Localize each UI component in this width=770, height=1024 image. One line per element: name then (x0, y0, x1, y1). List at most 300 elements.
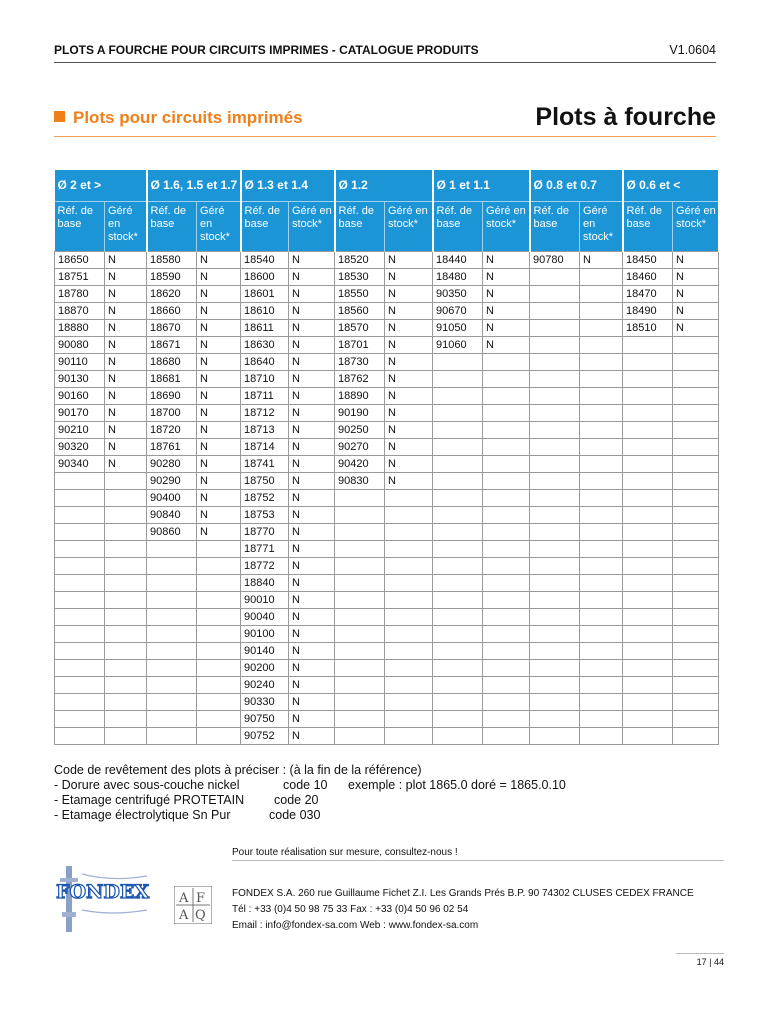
ref-cell (147, 677, 197, 694)
ref-cell (623, 456, 673, 473)
table-row (55, 575, 719, 592)
ref-cell (433, 507, 483, 524)
stock-cell: N (289, 490, 335, 507)
ref-cell: 18750 (241, 473, 289, 490)
stock-cell (105, 711, 147, 728)
stock-cell (197, 728, 241, 745)
ref-column-header: Réf. de base (241, 202, 289, 252)
ref-cell (530, 439, 580, 456)
ref-cell: 18840 (241, 575, 289, 592)
stock-cell: N (197, 252, 241, 269)
stock-column-header: Géré en stock* (289, 202, 335, 252)
ref-cell (147, 558, 197, 575)
stock-cell (483, 660, 530, 677)
ref-cell: 91050 (433, 320, 483, 337)
ref-cell (530, 473, 580, 490)
ref-cell (530, 456, 580, 473)
ref-cell (55, 575, 105, 592)
ref-cell: 18751 (55, 269, 105, 286)
stock-cell: N (385, 473, 433, 490)
ref-cell: 18711 (241, 388, 289, 405)
ref-cell: 90350 (433, 286, 483, 303)
ref-cell (335, 626, 385, 643)
stock-cell: N (289, 320, 335, 337)
stock-cell: N (197, 286, 241, 303)
stock-cell (673, 626, 719, 643)
stock-cell (483, 422, 530, 439)
stock-cell: N (289, 303, 335, 320)
ref-cell: 18752 (241, 490, 289, 507)
stock-cell (580, 422, 623, 439)
table-row (55, 592, 719, 609)
stock-cell (385, 490, 433, 507)
ref-cell: 90130 (55, 371, 105, 388)
ref-cell: 18700 (147, 405, 197, 422)
stock-cell (483, 694, 530, 711)
table-header (55, 170, 719, 252)
ref-cell: 18771 (241, 541, 289, 558)
table-row (55, 677, 719, 694)
stock-cell: N (385, 422, 433, 439)
stock-cell: N (385, 269, 433, 286)
stock-cell: N (105, 388, 147, 405)
version-label: V1.0604 (669, 43, 716, 57)
stock-cell: N (289, 575, 335, 592)
stock-cell (580, 541, 623, 558)
ref-cell (147, 609, 197, 626)
stock-cell: N (289, 473, 335, 490)
table-row (55, 473, 719, 490)
ref-cell: 90160 (55, 388, 105, 405)
ref-cell (335, 524, 385, 541)
stock-cell (385, 660, 433, 677)
ref-cell: 90860 (147, 524, 197, 541)
ref-cell: 18770 (241, 524, 289, 541)
stock-cell (385, 711, 433, 728)
stock-cell: N (483, 303, 530, 320)
stock-cell (105, 643, 147, 660)
stock-cell (673, 405, 719, 422)
ref-cell: 90400 (147, 490, 197, 507)
ref-cell: 18580 (147, 252, 197, 269)
ref-cell (530, 507, 580, 524)
stock-cell (483, 626, 530, 643)
ref-cell: 90340 (55, 456, 105, 473)
ref-cell (433, 422, 483, 439)
ref-cell: 18780 (55, 286, 105, 303)
ref-cell (433, 524, 483, 541)
coating-example: exemple : plot 1865.0 doré = 1865.0.10 (348, 778, 566, 792)
ref-cell: 18610 (241, 303, 289, 320)
ref-cell: 18550 (335, 286, 385, 303)
ref-cell: 90750 (241, 711, 289, 728)
stock-cell (673, 694, 719, 711)
stock-cell (483, 524, 530, 541)
stock-cell: N (289, 660, 335, 677)
ref-cell: 18772 (241, 558, 289, 575)
stock-cell (673, 592, 719, 609)
stock-cell (580, 660, 623, 677)
ref-cell (147, 592, 197, 609)
ref-cell: 90420 (335, 456, 385, 473)
ref-cell (530, 303, 580, 320)
stock-cell (105, 677, 147, 694)
stock-cell: N (289, 711, 335, 728)
stock-cell: N (289, 269, 335, 286)
ref-cell: 18690 (147, 388, 197, 405)
ref-cell (530, 320, 580, 337)
ref-cell (530, 337, 580, 354)
stock-cell (483, 405, 530, 422)
stock-cell (385, 558, 433, 575)
section-title: Plots pour circuits imprimés (54, 108, 303, 128)
stock-cell (673, 643, 719, 660)
table-row (55, 694, 719, 711)
stock-cell: N (289, 626, 335, 643)
stock-cell (483, 388, 530, 405)
ref-column-header: Réf. de base (335, 202, 385, 252)
stock-cell (385, 592, 433, 609)
custom-note: Pour toute réalisation sur mesure, consultez-nous ! (232, 847, 458, 858)
ref-cell (147, 660, 197, 677)
ref-cell: 90320 (55, 439, 105, 456)
table-row (55, 371, 719, 388)
page-number-rule (676, 953, 724, 954)
stock-cell: N (289, 677, 335, 694)
stock-cell (580, 694, 623, 711)
stock-column-header: Géré en stock* (197, 202, 241, 252)
stock-cell: N (289, 252, 335, 269)
ref-cell: 18710 (241, 371, 289, 388)
ref-cell (623, 541, 673, 558)
stock-cell (580, 524, 623, 541)
coating-item: - Etamage électrolytique Sn Pur code 030 (54, 808, 321, 822)
ref-cell (530, 660, 580, 677)
stock-cell (105, 626, 147, 643)
stock-cell: N (105, 337, 147, 354)
stock-cell (105, 592, 147, 609)
ref-cell: 18460 (623, 269, 673, 286)
stock-cell: N (385, 439, 433, 456)
ref-cell (335, 711, 385, 728)
stock-cell (385, 609, 433, 626)
ref-cell (147, 711, 197, 728)
ref-cell (530, 609, 580, 626)
stock-cell (483, 371, 530, 388)
stock-cell (197, 677, 241, 694)
ref-cell: 18510 (623, 320, 673, 337)
stock-cell: N (105, 320, 147, 337)
stock-cell (197, 592, 241, 609)
stock-cell: N (197, 320, 241, 337)
diameter-group-header: Ø 1.6, 1.5 et 1.7 (147, 170, 241, 202)
ref-cell (433, 473, 483, 490)
stock-cell (385, 626, 433, 643)
diameter-group-header: Ø 2 et > (55, 170, 147, 202)
ref-cell: 90010 (241, 592, 289, 609)
ref-cell (623, 728, 673, 745)
ref-cell (55, 609, 105, 626)
stock-cell: N (483, 286, 530, 303)
stock-cell: N (289, 439, 335, 456)
ref-cell (530, 711, 580, 728)
ref-cell (433, 626, 483, 643)
ref-cell: 18730 (335, 354, 385, 371)
stock-cell: N (105, 371, 147, 388)
stock-cell: N (289, 609, 335, 626)
stock-cell: N (289, 643, 335, 660)
stock-cell: N (289, 507, 335, 524)
stock-cell (385, 575, 433, 592)
ref-cell (623, 388, 673, 405)
ref-cell: 18680 (147, 354, 197, 371)
stock-cell: N (289, 337, 335, 354)
ref-cell: 90100 (241, 626, 289, 643)
table-row (55, 456, 719, 473)
company-phone: Tél : +33 (0)4 50 98 75 33 Fax : +33 (0)4 50 96 02 54 (232, 904, 469, 915)
stock-cell (197, 558, 241, 575)
stock-cell (483, 711, 530, 728)
stock-cell (673, 371, 719, 388)
ref-cell: 18762 (335, 371, 385, 388)
stock-cell (105, 694, 147, 711)
stock-cell (105, 558, 147, 575)
ref-cell (530, 558, 580, 575)
stock-cell (105, 490, 147, 507)
ref-cell (433, 354, 483, 371)
ref-cell (147, 728, 197, 745)
ref-cell (55, 541, 105, 558)
stock-cell: N (673, 286, 719, 303)
stock-cell (385, 728, 433, 745)
ref-cell (433, 728, 483, 745)
table-row (55, 728, 719, 745)
ref-cell (530, 371, 580, 388)
ref-cell (335, 677, 385, 694)
ref-cell: 18600 (241, 269, 289, 286)
stock-cell (580, 405, 623, 422)
ref-cell (433, 677, 483, 694)
stock-cell: N (289, 592, 335, 609)
ref-cell (147, 575, 197, 592)
ref-cell: 90170 (55, 405, 105, 422)
ref-cell (55, 592, 105, 609)
ref-cell (623, 609, 673, 626)
ref-cell (530, 694, 580, 711)
diameter-group-header: Ø 1.3 et 1.4 (241, 170, 335, 202)
stock-cell (580, 473, 623, 490)
ref-cell (623, 354, 673, 371)
stock-cell (580, 303, 623, 320)
ref-cell (623, 473, 673, 490)
afaq-certification-logo (174, 886, 212, 924)
stock-column-header: Géré en stock* (385, 202, 433, 252)
stock-cell (483, 490, 530, 507)
table-row (55, 286, 719, 303)
stock-cell: N (105, 422, 147, 439)
stock-cell: N (385, 320, 433, 337)
diameter-group-header: Ø 1.2 (335, 170, 433, 202)
table-body (55, 252, 719, 745)
stock-cell: N (197, 524, 241, 541)
ref-cell (335, 609, 385, 626)
table-row (55, 320, 719, 337)
ref-cell (55, 490, 105, 507)
ref-cell (530, 422, 580, 439)
ref-cell: 18480 (433, 269, 483, 286)
stock-cell: N (289, 354, 335, 371)
stock-cell (483, 592, 530, 609)
stock-cell (197, 541, 241, 558)
ref-cell (530, 286, 580, 303)
ref-cell: 90330 (241, 694, 289, 711)
ref-cell (623, 405, 673, 422)
stock-cell: N (197, 507, 241, 524)
ref-cell (335, 490, 385, 507)
ref-cell: 18761 (147, 439, 197, 456)
stock-cell: N (385, 252, 433, 269)
stock-cell (580, 320, 623, 337)
ref-cell: 18630 (241, 337, 289, 354)
stock-cell: N (673, 252, 719, 269)
ref-cell: 18530 (335, 269, 385, 286)
ref-cell (335, 575, 385, 592)
ref-cell: 90670 (433, 303, 483, 320)
stock-cell (580, 269, 623, 286)
stock-cell: N (105, 269, 147, 286)
stock-cell: N (197, 456, 241, 473)
table-row (55, 643, 719, 660)
ref-cell: 18640 (241, 354, 289, 371)
ref-cell (530, 388, 580, 405)
stock-cell: N (105, 354, 147, 371)
ref-cell (55, 694, 105, 711)
stock-cell: N (673, 269, 719, 286)
stock-cell: N (197, 439, 241, 456)
title-divider (54, 136, 716, 137)
svg-text:Q: Q (195, 908, 206, 923)
ref-cell (335, 694, 385, 711)
stock-cell (483, 456, 530, 473)
page-title: Plots à fourche (535, 103, 716, 131)
stock-cell: N (105, 303, 147, 320)
table-row (55, 303, 719, 320)
ref-cell (433, 558, 483, 575)
ref-cell: 18720 (147, 422, 197, 439)
stock-cell: N (197, 388, 241, 405)
table-row (55, 660, 719, 677)
stock-cell (197, 575, 241, 592)
ref-cell: 18490 (623, 303, 673, 320)
stock-cell (483, 473, 530, 490)
stock-cell: N (105, 286, 147, 303)
stock-cell: N (385, 405, 433, 422)
ref-cell (55, 524, 105, 541)
stock-cell (197, 694, 241, 711)
stock-cell: N (289, 388, 335, 405)
ref-cell: 18753 (241, 507, 289, 524)
table-row (55, 524, 719, 541)
ref-cell (335, 558, 385, 575)
stock-cell: N (197, 371, 241, 388)
ref-cell: 90290 (147, 473, 197, 490)
ref-column-header: Réf. de base (147, 202, 197, 252)
coating-item: - Etamage centrifugé PROTETAIN code 20 (54, 793, 319, 807)
ref-cell: 90240 (241, 677, 289, 694)
ref-cell (623, 558, 673, 575)
stock-cell (483, 354, 530, 371)
stock-cell: N (197, 405, 241, 422)
stock-cell (580, 609, 623, 626)
stock-cell: N (483, 269, 530, 286)
ref-cell (433, 456, 483, 473)
logo-text: FONDEX (56, 881, 150, 903)
ref-cell: 18570 (335, 320, 385, 337)
ref-cell (55, 626, 105, 643)
ref-cell (623, 660, 673, 677)
stock-cell: N (385, 303, 433, 320)
ref-cell: 90110 (55, 354, 105, 371)
stock-cell (483, 507, 530, 524)
stock-cell (105, 575, 147, 592)
stock-cell (105, 660, 147, 677)
ref-cell: 90200 (241, 660, 289, 677)
ref-cell (530, 405, 580, 422)
stock-cell (385, 643, 433, 660)
stock-cell: N (197, 490, 241, 507)
stock-cell (385, 677, 433, 694)
ref-cell: 90780 (530, 252, 580, 269)
table-row (55, 388, 719, 405)
table-row (55, 269, 719, 286)
stock-cell (385, 694, 433, 711)
stock-cell (580, 354, 623, 371)
ref-cell: 18620 (147, 286, 197, 303)
stock-column-header: Géré en stock* (105, 202, 147, 252)
ref-cell (147, 694, 197, 711)
ref-cell: 18671 (147, 337, 197, 354)
ref-cell (530, 354, 580, 371)
stock-cell: N (289, 524, 335, 541)
ref-cell (530, 728, 580, 745)
ref-cell (55, 507, 105, 524)
stock-cell (673, 660, 719, 677)
ref-cell (623, 371, 673, 388)
catalog-title: PLOTS A FOURCHE POUR CIRCUITS IMPRIMES - CATALOGUE PRODUITS (54, 43, 479, 57)
table-row (55, 711, 719, 728)
ref-cell: 18470 (623, 286, 673, 303)
ref-cell (623, 694, 673, 711)
stock-cell: N (385, 388, 433, 405)
ref-cell: 18701 (335, 337, 385, 354)
stock-cell (483, 541, 530, 558)
stock-cell (673, 490, 719, 507)
stock-cell: N (197, 337, 241, 354)
stock-cell (483, 609, 530, 626)
table-row (55, 626, 719, 643)
stock-cell (673, 388, 719, 405)
stock-cell (580, 711, 623, 728)
ref-cell (530, 643, 580, 660)
stock-cell (105, 541, 147, 558)
page-number: 17 | 44 (696, 957, 724, 967)
ref-cell: 18713 (241, 422, 289, 439)
ref-cell: 18880 (55, 320, 105, 337)
stock-cell: N (385, 286, 433, 303)
fondex-logo (52, 864, 152, 934)
stock-cell (483, 643, 530, 660)
stock-cell (673, 711, 719, 728)
